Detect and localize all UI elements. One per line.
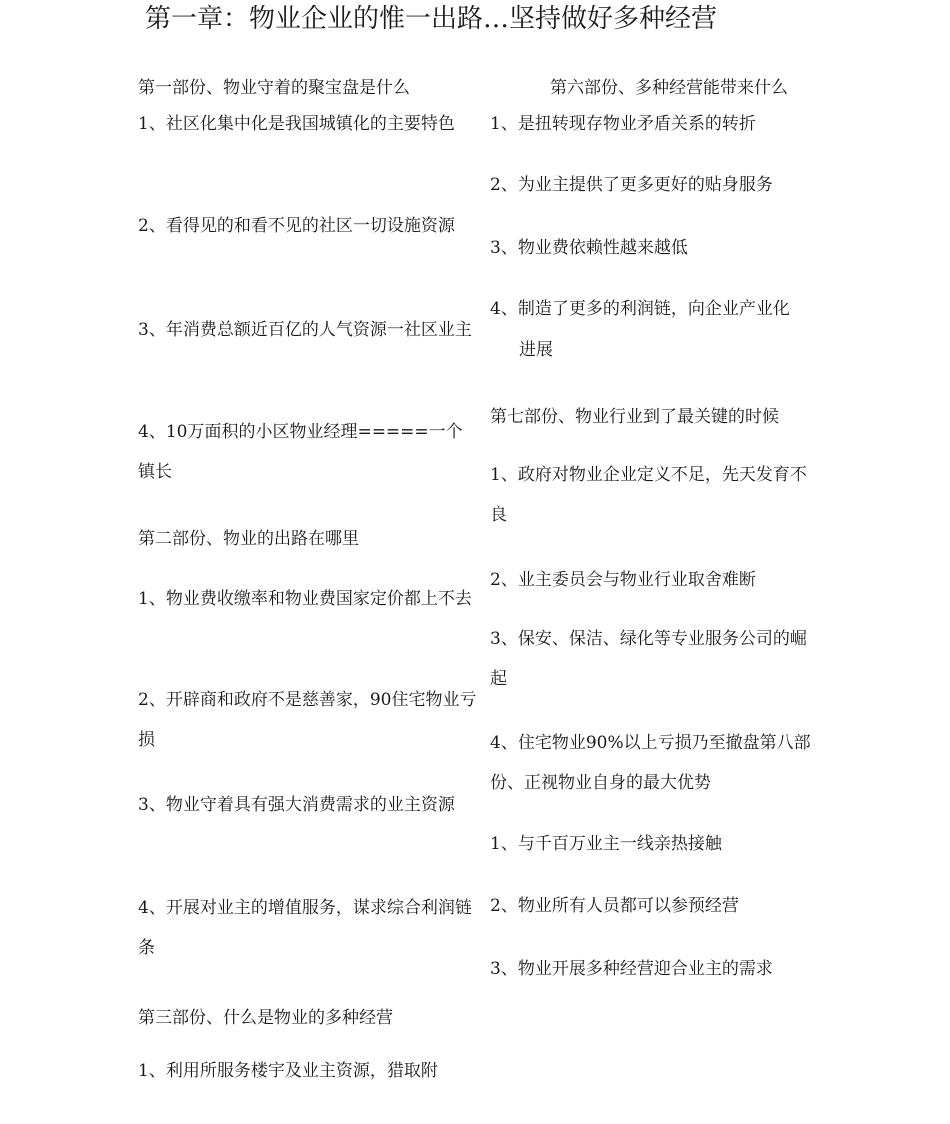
list-item: 1、物业费收缴率和物业费国家定价都上不去 <box>138 589 472 609</box>
list-item: 1、社区化集中化是我国城镇化的主要特色 <box>138 114 455 134</box>
list-item: 4、住宅物业90%以上亏损乃至撤盘第八部份、正视物业自身的最大优势 <box>490 733 811 793</box>
section-heading-1: 第一部份、物业守着的聚宝盘是什么 <box>138 78 410 98</box>
list-item: 2、物业所有人员都可以参预经营 <box>490 896 739 916</box>
list-item: 3、物业守着具有强大消费需求的业主资源 <box>138 795 455 815</box>
list-item: 1、与千百万业主一线亲热接触 <box>490 834 722 854</box>
list-item: 4、10万面积的小区物业经理=====一个镇长 <box>138 422 463 482</box>
section-heading-7: 第七部份、物业行业到了最关键的时候 <box>490 407 779 427</box>
list-item-continuation: 进展 <box>519 340 553 360</box>
chapter-title: 第一章：物业企业的惟一出路…坚持做好多种经营 <box>145 4 718 34</box>
list-item: 4、开展对业主的增值服务，谋求综合利润链条 <box>138 898 472 958</box>
list-item: 3、年消费总额近百亿的人气资源一社区业主 <box>138 320 472 340</box>
list-item: 1、政府对物业企业定义不足，先天发育不良 <box>490 465 807 525</box>
section-heading-3: 第三部份、什么是物业的多种经营 <box>138 1008 393 1028</box>
list-item: 1、是扭转现存物业矛盾关系的转折 <box>490 114 756 134</box>
list-item: 2、业主委员会与物业行业取舍难断 <box>490 570 756 590</box>
list-item: 3、物业费依赖性越来越低 <box>490 238 688 258</box>
list-item: 3、保安、保洁、绿化等专业服务公司的崛起 <box>490 629 807 689</box>
list-item: 4、制造了更多的利润链，向企业产业化 <box>490 299 790 319</box>
section-heading-2: 第二部份、物业的出路在哪里 <box>138 529 359 549</box>
list-item: 2、开辟商和政府不是慈善家，90住宅物业亏损 <box>138 690 477 750</box>
list-item: 3、物业开展多种经营迎合业主的需求 <box>490 959 773 979</box>
section-heading-6: 第六部份、多种经营能带来什么 <box>550 78 788 98</box>
list-item: 2、为业主提供了更多更好的贴身服务 <box>490 175 773 195</box>
list-item: 2、看得见的和看不见的社区一切设施资源 <box>138 216 455 236</box>
list-item: 1、利用所服务楼宇及业主资源，猎取附 <box>138 1061 438 1081</box>
